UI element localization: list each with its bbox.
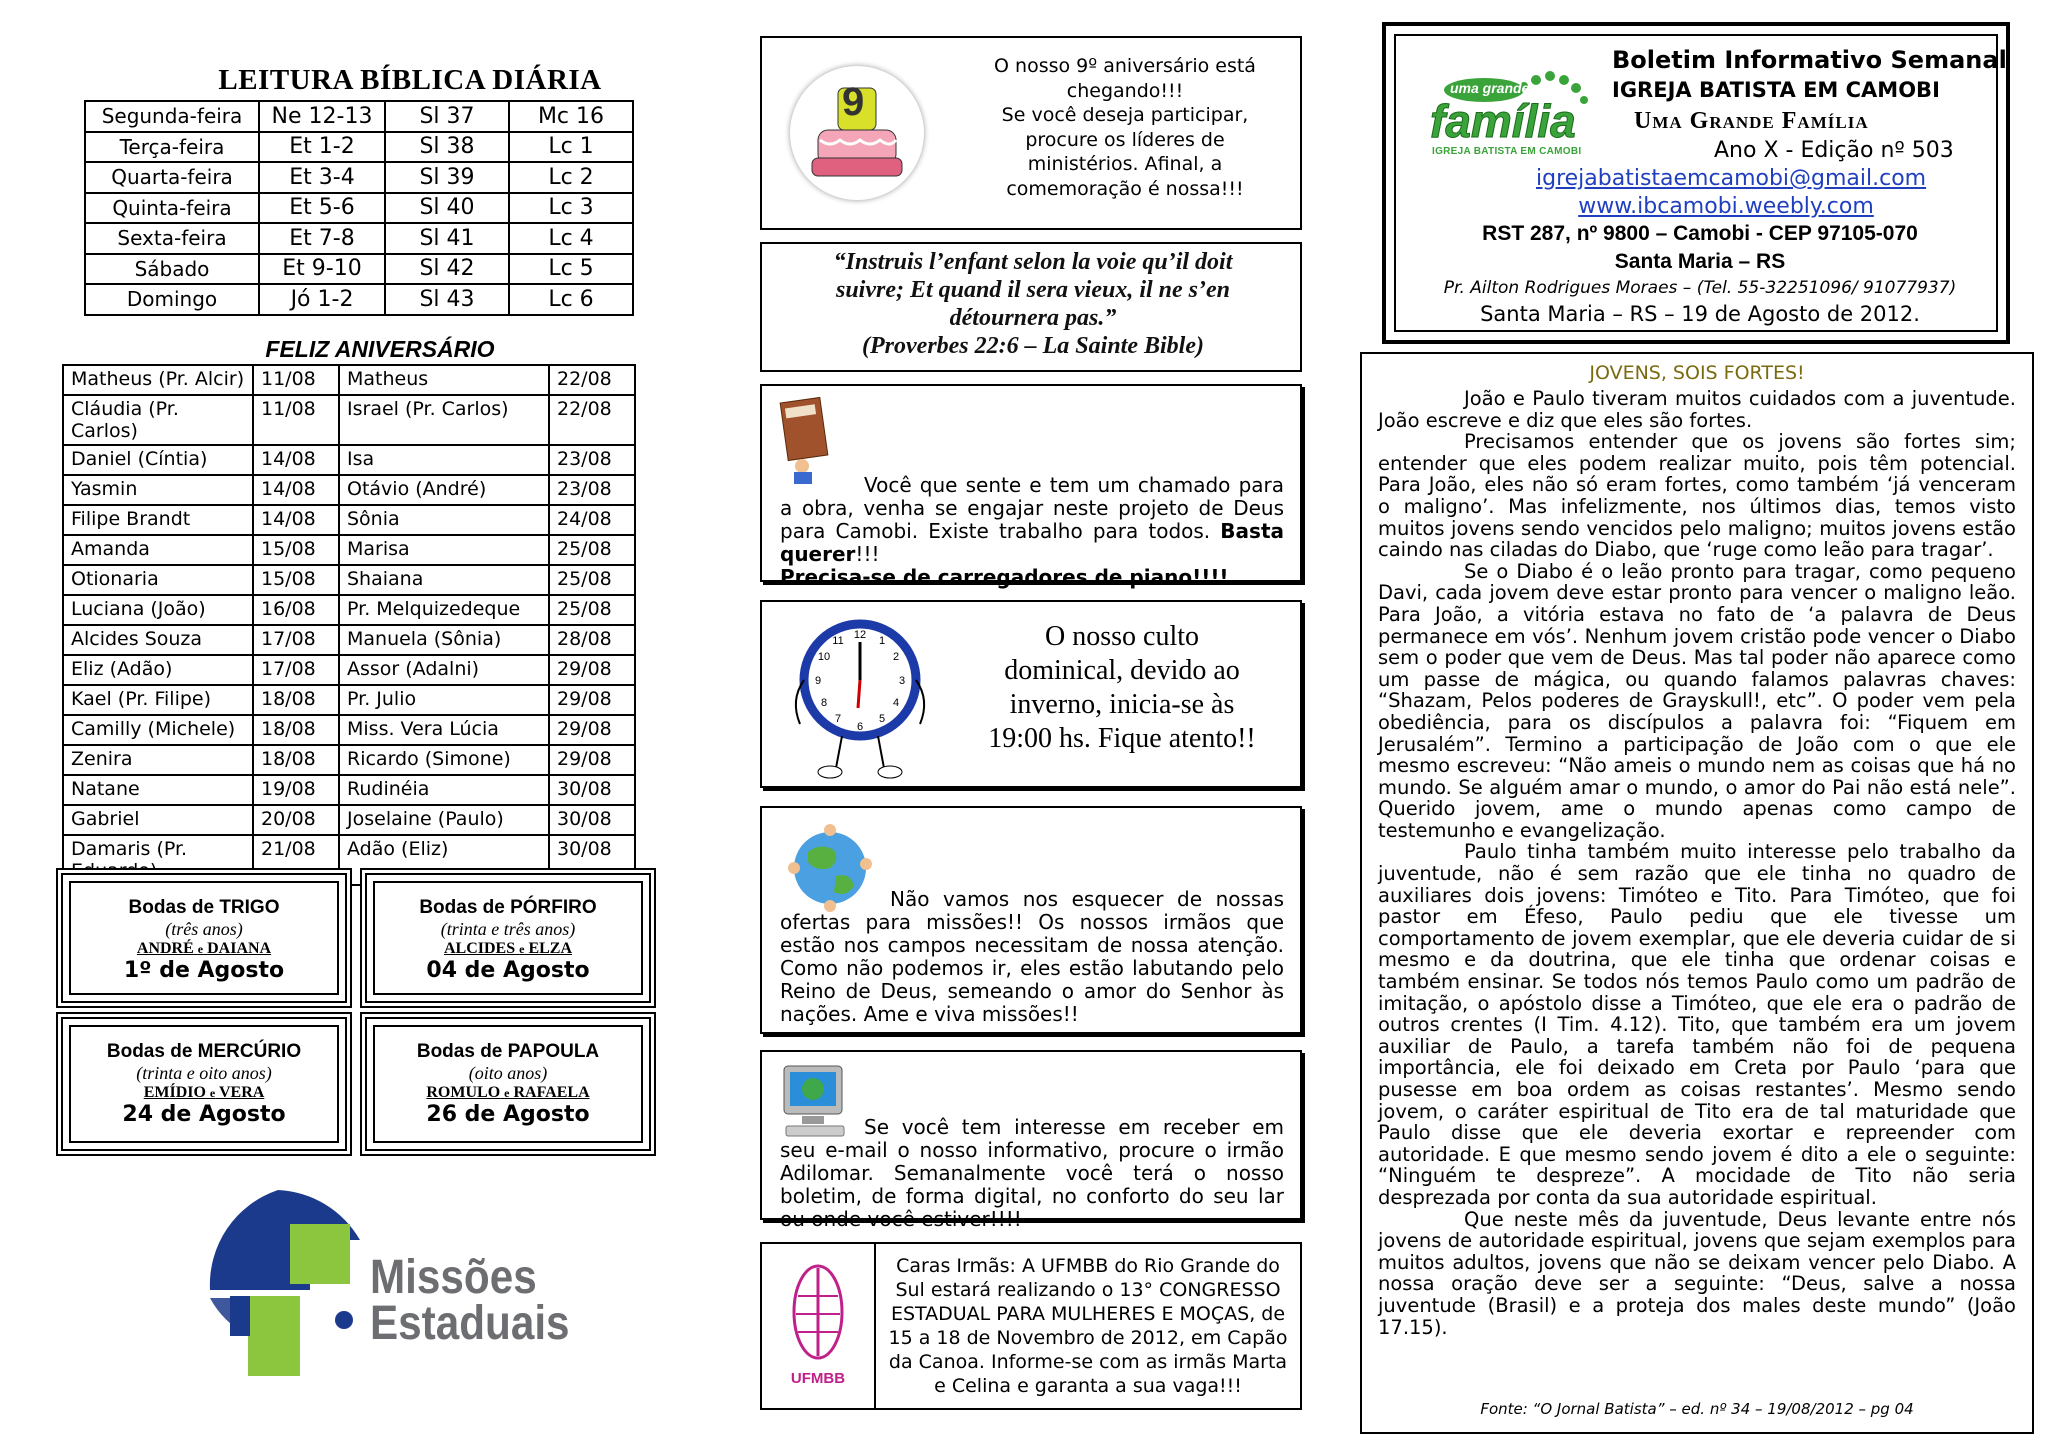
birthday-cell: Marisa bbox=[339, 535, 549, 565]
website-link[interactable]: www.ibcamobi.weebly.com bbox=[1578, 194, 1874, 219]
birthday-cell: Alcides Souza bbox=[63, 625, 253, 655]
bodas-box-papoula bbox=[360, 1012, 656, 1156]
missoes-line2: Estaduais bbox=[370, 1297, 570, 1350]
birthday-row bbox=[63, 595, 635, 625]
reading-cell: Domingo bbox=[85, 284, 259, 315]
text-line: Sul estará realizando o 13° CONGRESSO bbox=[895, 1279, 1281, 1301]
reading-cell: Terça-feira bbox=[85, 132, 259, 163]
church-city: Santa Maria – RS bbox=[1614, 250, 1786, 273]
reading-cell: Sexta-feira bbox=[85, 223, 259, 254]
bodas-title: Bodas de PAPOULA bbox=[416, 1041, 600, 1062]
birthday-cell: 30/08 bbox=[549, 805, 635, 835]
bodas-couple: EMÍDIO e VERA bbox=[143, 1084, 265, 1101]
text-line: da Canoa. Informe-se com as irmãs Marta bbox=[888, 1351, 1288, 1373]
svg-text:6: 6 bbox=[856, 721, 864, 733]
ufmbb-emblem-icon bbox=[788, 1262, 848, 1362]
reading-cell: Segunda-feira bbox=[85, 101, 259, 132]
text-line: inverno, inicia-se às bbox=[1009, 689, 1235, 720]
birthday-cell: 22/08 bbox=[549, 395, 635, 445]
birthday-cell: Pr. Julio bbox=[339, 685, 549, 715]
verse-box bbox=[760, 242, 1302, 372]
article-source: Fonte: “O Jornal Batista” – ed. nº 34 – 19/08/2012 – pg 04 bbox=[1480, 1400, 1914, 1418]
reading-cell: Quarta-feira bbox=[85, 162, 259, 193]
birthday-cell: 15/08 bbox=[253, 535, 339, 565]
bodas-title: Bodas de MERCÚRIO bbox=[106, 1041, 302, 1062]
birthday-cell: 14/08 bbox=[253, 505, 339, 535]
article-paragraph: João e Paulo tiveram muitos cuidados com a juventude. João escreve e diz que eles são fortes. bbox=[1378, 387, 2016, 432]
text-line: 15 a 18 de Novembro de 2012, em Capão bbox=[888, 1327, 1288, 1349]
bulletin-title: Boletim Informativo Semanal bbox=[1612, 46, 2007, 74]
reading-cell: Sl 38 bbox=[385, 132, 509, 163]
logo-main-text: família bbox=[1430, 95, 1576, 147]
birthday-cell: 25/08 bbox=[549, 565, 635, 595]
birthday-cell: Yasmin bbox=[63, 475, 253, 505]
reading-table bbox=[84, 100, 634, 316]
birthday-cell: 30/08 bbox=[549, 775, 635, 805]
text-line: e Celina e garanta a sua vaga!!! bbox=[934, 1375, 1242, 1397]
text-line: Caras Irmãs: A UFMBB do Rio Grande do bbox=[896, 1255, 1280, 1277]
birthday-cell: Daniel (Cíntia) bbox=[63, 445, 253, 475]
reading-row bbox=[85, 254, 633, 285]
bodas-date: 1º de Agosto bbox=[123, 958, 285, 983]
birthday-row bbox=[63, 565, 635, 595]
svg-text:3: 3 bbox=[898, 675, 906, 687]
birthday-row bbox=[63, 745, 635, 775]
reading-row bbox=[85, 223, 633, 254]
birthday-row bbox=[63, 535, 635, 565]
text-line: procure os líderes de bbox=[1025, 128, 1225, 151]
text-line: O nosso 9º aniversário está bbox=[994, 55, 1256, 77]
text-line: Se você deseja participar, bbox=[1001, 104, 1249, 126]
birthday-cell: Camilly (Michele) bbox=[63, 715, 253, 745]
reading-cell: Sl 42 bbox=[385, 254, 509, 285]
svg-text:5: 5 bbox=[878, 713, 886, 725]
birthday-cell: Otionaria bbox=[63, 565, 253, 595]
birthday-cell: Zenira bbox=[63, 745, 253, 775]
missoes-line1: Missões bbox=[370, 1251, 537, 1304]
bodas-box-mercurio bbox=[56, 1012, 352, 1156]
bodas-couple: ANDRÉ e DAIANA bbox=[136, 940, 272, 957]
bodas-couple: ALCIDES e ELZA bbox=[443, 940, 573, 957]
birthday-cell: 15/08 bbox=[253, 565, 339, 595]
birthday-cell: Eliz (Adão) bbox=[63, 655, 253, 685]
birthday-cell: Matheus (Pr. Alcir) bbox=[63, 365, 253, 395]
birthday-table bbox=[62, 364, 636, 886]
anniversary-text bbox=[972, 54, 1278, 201]
bodas-date: 04 de Agosto bbox=[426, 958, 590, 983]
text-line: O nosso culto bbox=[1045, 621, 1199, 652]
birthday-cell: 16/08 bbox=[253, 595, 339, 625]
birthday-cell: 11/08 bbox=[253, 365, 339, 395]
text-line: (Proverbes 22:6 – La Sainte Bible) bbox=[862, 333, 1204, 359]
article-paragraph: Paulo tinha também muito interesse pelo trabalho da juventude, não é sem razão que ele tinha no quadro de auxiliares dois jovens: Timóteo e Tito. Para Timóteo, que foi pastor em Éfeso, Paulo pediu que ele tivesse um comportamento de jovem exemplar, que ele deveria cuidar de si mesmo e da doutrina, que ele tinha que ordenar coisas e também ensinar. Se todos nós temos Paulo como um padrão de imitação, o apóstolo disse a Timóteo, que ele era o padrão de outros crentes (I Tim. 4.12). Tito, que também era um jovem auxiliar de Paulo, a tarefa também não foi de pequena importância, ele foi deixado em Creta por Paulo ‘para que pusesse em boa ordem as coisas restantes’. Mesmo sendo jovem, o caráter espiritual de Tito era de tal maturidade que Paulo disse que ele deveria exortar e repreender com autoridade. E que mesmo sendo jovem é dito a ele o seguinte: “Ninguém te despreze”. A mocidade de Tito não seria desprezada por conta da sua autoridade espiritual. bbox=[1378, 840, 2016, 1209]
birthday-cell: 30/08 bbox=[549, 835, 635, 885]
birthday-cell: 24/08 bbox=[549, 505, 635, 535]
reading-cell: Et 7-8 bbox=[259, 223, 385, 254]
birthday-cell: Matheus bbox=[339, 365, 549, 395]
church-name: IGREJA BATISTA EM CAMOBI bbox=[1612, 78, 1940, 102]
birthday-cell: 29/08 bbox=[549, 685, 635, 715]
bodas-box-trigo bbox=[56, 868, 352, 1008]
birthday-row bbox=[63, 475, 635, 505]
birthday-cell: 25/08 bbox=[549, 595, 635, 625]
reading-title: LEITURA BÍBLICA DIÁRIA bbox=[218, 64, 602, 96]
birthday-cell: Israel (Pr. Carlos) bbox=[339, 395, 549, 445]
cake-number: 9 bbox=[842, 80, 865, 124]
birthday-row bbox=[63, 505, 635, 535]
bodas-years: (trinta e oito anos) bbox=[136, 1063, 272, 1083]
svg-text:11: 11 bbox=[832, 635, 844, 647]
bodas-title: Bodas de PÓRFIRO bbox=[419, 897, 597, 918]
reading-cell: Sl 41 bbox=[385, 223, 509, 254]
birthday-cell: Cláudia (Pr. Carlos) bbox=[63, 395, 253, 445]
church-address: RST 287, nº 9800 – Camobi - CEP 97105-070 bbox=[1482, 222, 1918, 245]
svg-text:10: 10 bbox=[817, 651, 831, 663]
birthday-cell: 14/08 bbox=[253, 445, 339, 475]
reading-cell: Lc 5 bbox=[509, 254, 633, 285]
reading-cell: Lc 4 bbox=[509, 223, 633, 254]
bulletin-date: Santa Maria – RS – 19 de Agosto de 2012. bbox=[1480, 302, 1920, 326]
svg-text:2: 2 bbox=[892, 651, 900, 663]
bodas-years: (trinta e três anos) bbox=[440, 919, 576, 939]
reading-cell: Mc 16 bbox=[509, 101, 633, 132]
bodas-date: 26 de Agosto bbox=[426, 1102, 590, 1127]
birthday-row bbox=[63, 395, 635, 445]
birthday-cell: Luciana (João) bbox=[63, 595, 253, 625]
svg-text:1: 1 bbox=[878, 635, 886, 647]
reading-cell: Sl 37 bbox=[385, 101, 509, 132]
text-line: “Instruis l’enfant selon la voie qu’il doit bbox=[833, 249, 1233, 275]
birthday-cell: 28/08 bbox=[549, 625, 635, 655]
birthday-cell: Miss. Vera Lúcia bbox=[339, 715, 549, 745]
birthday-row bbox=[63, 445, 635, 475]
birthday-cell: 23/08 bbox=[549, 475, 635, 505]
reading-row bbox=[85, 284, 633, 315]
text-line: détournera pas.” bbox=[949, 305, 1117, 331]
birthday-row bbox=[63, 365, 635, 395]
church-logo bbox=[1424, 70, 1590, 166]
birthday-cell: 11/08 bbox=[253, 395, 339, 445]
reading-row bbox=[85, 162, 633, 193]
text-line: ESTADUAL PARA MULHERES E MOÇAS, de bbox=[890, 1303, 1286, 1325]
piano-notice-box bbox=[760, 384, 1302, 589]
email-notice-box bbox=[760, 1050, 1302, 1231]
text-line: dominical, devido ao bbox=[1004, 655, 1240, 686]
bodas-box-porfiro bbox=[360, 868, 656, 1008]
verse-text bbox=[772, 248, 1294, 360]
reading-row bbox=[85, 101, 633, 132]
text-line: ministérios. Afinal, a bbox=[1027, 153, 1223, 175]
birthday-cell: 29/08 bbox=[549, 715, 635, 745]
reading-cell: Et 1-2 bbox=[259, 132, 385, 163]
birthday-cell: Assor (Adalni) bbox=[339, 655, 549, 685]
birthday-cell: 18/08 bbox=[253, 745, 339, 775]
article-paragraph: Precisamos entender que os jovens são fortes sim; entender que eles podem realizar muito, pois têm potencial. Para João, eles não só eram fortes, como também ‘já venceram o maligno’. Mas infelizmente, nos últimos dias, temos visto muitos jovens sendo vencidos pelo maligno; muitos jovens estão caindo nas ciladas do Diabo, que ‘ruge como leão para tragar’. bbox=[1378, 430, 2016, 562]
reading-row bbox=[85, 132, 633, 163]
email-notice-text: Se você tem interesse em receber em seu e-mail o nosso informativo, procure o irmão Adilomar. Semanalmente você terá o nosso boletim, de forma digital, no conforto do seu lar ou onde você estiver!!!! bbox=[780, 1115, 1284, 1231]
piano-notice-text: Você que sente e tem um chamado para a obra, venha se engajar neste projeto de Deus para Camobi. Existe trabalho para todos. Basta querer!!! Precisa-se de carregadores de piano!!!! bbox=[780, 473, 1284, 589]
birthday-cell: 29/08 bbox=[549, 655, 635, 685]
birthday-row bbox=[63, 655, 635, 685]
birthday-cell: 18/08 bbox=[253, 715, 339, 745]
birthday-row bbox=[63, 715, 635, 745]
reading-cell: Et 3-4 bbox=[259, 162, 385, 193]
missions-notice-text: Não vamos nos esquecer de nossas ofertas para missões!! Os nossos irmãos que estão nos campos necessitam de nossa atenção. Como não podemos ir, eles estão labutando pelo Reino de Deus, semeando o amor do Senhor às nações. Ame e viva missões!! bbox=[780, 887, 1284, 1026]
svg-text:12: 12 bbox=[853, 629, 867, 641]
missions-notice-box bbox=[760, 806, 1302, 1034]
text-line: comemoração é nossa!!! bbox=[1006, 177, 1244, 200]
edition-number: Ano X - Edição nº 503 bbox=[1714, 138, 1954, 163]
article-paragraph: Se o Diabo é o leão pronto para tragar, como pequeno Davi, cada jovem deve estar pronto para vencer o maligno leão. Para João, a vitória estava no fato de ‘a palavra de Deus permanece em vós’. Nenhum jovem cristão pode vencer o Diabo sem o poder que vem de Deus. Mas tal poder não aparece como um passe de mágica, ou quando falamos palavras chaves: “Shazam, Pelos poderes de Grayskull!, etc”. O poder vem pela obediência, para os discípulos a palavra foi: “Fiquem em Jerusalém”. Termino a participação de João com o que ele mesmo escreveu: “Não ameis o mundo nem as coisas que há no mundo. Se alguém amar o mundo, o amor do Pai não está nele”. Querido jovem, ame o mundo apenas como campo de testemunho e evangelização. bbox=[1378, 559, 2016, 842]
birthday-cell: 21/08 bbox=[253, 835, 339, 885]
birthday-cell: 25/08 bbox=[549, 535, 635, 565]
ufmbb-logo bbox=[762, 1244, 876, 1408]
text-line: 19:00 hs. Fique atento!! bbox=[988, 723, 1256, 754]
birthday-cell: Filipe Brandt bbox=[63, 505, 253, 535]
birthday-cell: Kael (Pr. Filipe) bbox=[63, 685, 253, 715]
birthday-row bbox=[63, 775, 635, 805]
birthday-cell: 22/08 bbox=[549, 365, 635, 395]
birthday-cell: 17/08 bbox=[253, 625, 339, 655]
birthday-cell: Joselaine (Paulo) bbox=[339, 805, 549, 835]
pastor-contact: Pr. Ailton Rodrigues Moraes – (Tel. 55-32251096/ 91077937) bbox=[1443, 278, 1957, 298]
article-body bbox=[1378, 388, 2016, 1338]
birthday-cell: Natane bbox=[63, 775, 253, 805]
article-title: JOVENS, SOIS FORTES! bbox=[1589, 362, 1805, 384]
article-paragraph: Que neste mês da juventude, Deus levante entre nós jovens de autoridade espiritual, jovens que sejam exemplos para muitos adultos, jovens que não se deixam vencer pelo Diabo. A nossa oração deve ser a seguinte: “Deus, salve a nossa juventude (Brasil) e a proteja dos males deste mundo” (João 17.15). bbox=[1378, 1207, 2016, 1339]
anniversary-notice-box bbox=[760, 36, 1302, 230]
ufmbb-notice-box bbox=[760, 1242, 1302, 1410]
birthday-cell: Ricardo (Simone) bbox=[339, 745, 549, 775]
birthday-cell: 23/08 bbox=[549, 445, 635, 475]
text-line: chegando!!! bbox=[1066, 79, 1184, 102]
birthday-row bbox=[63, 805, 635, 835]
reading-cell: Lc 2 bbox=[509, 162, 633, 193]
svg-text:4: 4 bbox=[892, 697, 900, 709]
birthday-cell: 19/08 bbox=[253, 775, 339, 805]
reading-cell: Sábado bbox=[85, 254, 259, 285]
bodas-title: Bodas de TRIGO bbox=[128, 897, 280, 918]
birthday-cell: Isa bbox=[339, 445, 549, 475]
birthday-cell: Rudinéia bbox=[339, 775, 549, 805]
svg-text:9: 9 bbox=[814, 675, 822, 687]
birthday-row bbox=[63, 685, 635, 715]
birthday-cell: Manuela (Sônia) bbox=[339, 625, 549, 655]
bodas-couple: ROMULO e RAFAELA bbox=[426, 1084, 590, 1101]
cake-icon bbox=[790, 66, 924, 200]
birthday-cell: 14/08 bbox=[253, 475, 339, 505]
birthday-cell: Gabriel bbox=[63, 805, 253, 835]
reading-cell: Jó 1-2 bbox=[259, 284, 385, 315]
reading-cell: Lc 6 bbox=[509, 284, 633, 315]
bodas-date: 24 de Agosto bbox=[122, 1102, 286, 1127]
birthday-cell: 17/08 bbox=[253, 655, 339, 685]
birthday-cell: Otávio (André) bbox=[339, 475, 549, 505]
reading-cell: Sl 40 bbox=[385, 193, 509, 224]
birthday-cell: 18/08 bbox=[253, 685, 339, 715]
email-link[interactable]: igrejabatistaemcamobi@gmail.com bbox=[1536, 166, 1927, 191]
birthday-cell: Shaiana bbox=[339, 565, 549, 595]
birthday-cell: 20/08 bbox=[253, 805, 339, 835]
reading-row bbox=[85, 193, 633, 224]
svg-text:8: 8 bbox=[820, 697, 828, 709]
reading-cell: Sl 43 bbox=[385, 284, 509, 315]
logo-top-text: uma grande bbox=[1450, 80, 1530, 96]
church-slogan: Uma Grande Família bbox=[1634, 108, 1869, 134]
reading-cell: Quinta-feira bbox=[85, 193, 259, 224]
reading-cell: Ne 12-13 bbox=[259, 101, 385, 132]
reading-cell: Et 5-6 bbox=[259, 193, 385, 224]
birthday-cell: Adão (Eliz) bbox=[339, 835, 549, 885]
birthday-cell: Sônia bbox=[339, 505, 549, 535]
birthday-row bbox=[63, 625, 635, 655]
clock-icon bbox=[780, 608, 940, 784]
bodas-years: (três anos) bbox=[165, 919, 243, 939]
reading-cell: Sl 39 bbox=[385, 162, 509, 193]
worship-notice-box bbox=[760, 600, 1302, 788]
birthday-cell: Damaris (Pr. bbox=[63, 835, 253, 885]
birthday-cell: Amanda bbox=[63, 535, 253, 565]
logo-sub-text: IGREJA BATISTA EM CAMOBI bbox=[1432, 146, 1582, 157]
birthday-cell: 29/08 bbox=[549, 745, 635, 775]
missoes-estaduais-logo bbox=[190, 1170, 590, 1410]
text-line: suivre; Et quand il sera vieux, il ne s’en bbox=[835, 277, 1231, 303]
reading-cell: Lc 3 bbox=[509, 193, 633, 224]
svg-text:7: 7 bbox=[834, 713, 842, 725]
worship-notice-text bbox=[962, 620, 1282, 756]
birthday-cell: Pr. Melquizedeque bbox=[339, 595, 549, 625]
reading-cell: Et 9-10 bbox=[259, 254, 385, 285]
birthday-title: FELIZ ANIVERSÁRIO bbox=[265, 336, 495, 362]
bodas-years: (oito anos) bbox=[468, 1063, 548, 1083]
reading-cell: Lc 1 bbox=[509, 132, 633, 163]
ufmbb-label: UFMBB bbox=[790, 1370, 846, 1387]
ufmbb-notice-text bbox=[882, 1254, 1294, 1398]
